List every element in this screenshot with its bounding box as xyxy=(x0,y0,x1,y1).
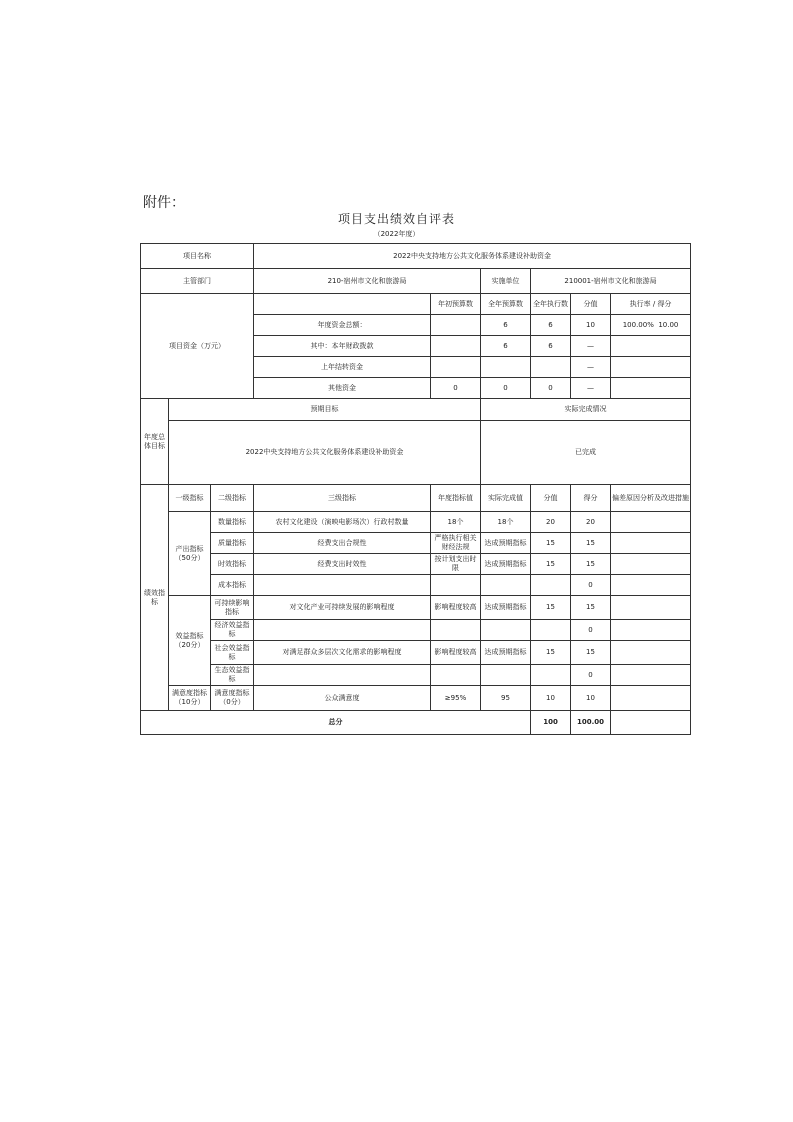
perf-header-score: 得分 xyxy=(571,485,611,512)
total-reason xyxy=(611,711,691,735)
perf-row-score: 0 xyxy=(571,575,611,596)
funds-label: 项目资金（万元） xyxy=(141,294,254,399)
total-label: 总分 xyxy=(141,711,531,735)
total-row xyxy=(141,711,691,735)
perf-row-max: 15 xyxy=(531,596,571,620)
perf-row-target xyxy=(431,620,481,641)
perf-row-actual: 18个 xyxy=(481,512,531,533)
funds-row-rate-score xyxy=(611,315,691,336)
perf-row-reason xyxy=(611,512,691,533)
perf-row-score: 15 xyxy=(571,596,611,620)
total-score: 100.00 xyxy=(571,711,611,735)
perf-row-reason xyxy=(611,554,691,575)
perf-row-score: 15 xyxy=(571,533,611,554)
funds-row-exec xyxy=(531,357,571,378)
perf-row-max xyxy=(531,575,571,596)
perf-row xyxy=(141,641,691,665)
perf-row-reason xyxy=(611,620,691,641)
perf-row-l3 xyxy=(254,620,431,641)
funds-row-exec: 0 xyxy=(531,378,571,399)
perf-row-reason xyxy=(611,596,691,620)
perf-row-l2: 满意度指标（0分） xyxy=(211,686,254,711)
project-name-value: 2022中央支持地方公共文化服务体系建设补助资金 xyxy=(254,244,691,269)
funds-row-score-max: — xyxy=(571,336,611,357)
perf-row-actual: 达成预期指标 xyxy=(481,596,531,620)
perf-header-l2: 二级指标 xyxy=(211,485,254,512)
perf-row-max: 15 xyxy=(531,554,571,575)
perf-row-target: 按计划支出时限 xyxy=(431,554,481,575)
project-name-row xyxy=(141,244,691,269)
funds-blank-header xyxy=(254,294,431,315)
perf-row-l3: 经费支出合规性 xyxy=(254,533,431,554)
page-title: 项目支出绩效自评表 xyxy=(337,212,455,226)
perf-row-actual xyxy=(481,575,531,596)
perf-row-l3 xyxy=(254,665,431,686)
perf-row-score: 0 xyxy=(571,620,611,641)
perf-row xyxy=(141,620,691,641)
funds-row-score: 10.00 xyxy=(658,320,679,329)
funds-row-score-max: 10 xyxy=(571,315,611,336)
perf-row-l2: 可持续影响指标 xyxy=(211,596,254,620)
perf-row-max: 10 xyxy=(531,686,571,711)
perf-row-max: 15 xyxy=(531,533,571,554)
perf-row-score: 20 xyxy=(571,512,611,533)
funds-row-annual: 6 xyxy=(481,336,531,357)
perf-row-l3: 对满足群众多层次文化需求的影响程度 xyxy=(254,641,431,665)
perf-row-max xyxy=(531,665,571,686)
perf-row-reason xyxy=(611,533,691,554)
funds-row-rate-score xyxy=(611,336,691,357)
perf-row-l2: 生态效益指标 xyxy=(211,665,254,686)
goal-label: 年度总体目标 xyxy=(141,399,169,485)
perf-row xyxy=(141,554,691,575)
funds-header-annual: 全年预算数 xyxy=(481,294,531,315)
dept-label: 主管部门 xyxy=(141,269,254,294)
department-row xyxy=(141,269,691,294)
perf-row-l3: 对文化产业可持续发展的影响程度 xyxy=(254,596,431,620)
perf-row-actual: 达成预期指标 xyxy=(481,533,531,554)
perf-row-max: 20 xyxy=(531,512,571,533)
perf-row xyxy=(141,575,691,596)
perf-row-score: 0 xyxy=(571,665,611,686)
perf-satisfaction-label: 满意度指标（10分） xyxy=(169,686,211,711)
perf-benefit-label: 效益指标（20分） xyxy=(169,596,211,686)
perf-row-reason xyxy=(611,575,691,596)
perf-row-target: 严格执行相关财经法规 xyxy=(431,533,481,554)
perf-header-l3: 三级指标 xyxy=(254,485,431,512)
goal-expected: 2022中央支持地方公共文化服务体系建设补助资金 xyxy=(169,421,481,485)
perf-header-reason: 偏差原因分析及改进措施 xyxy=(611,485,691,512)
year-subtitle: （2022年度） xyxy=(373,230,420,238)
dept-value: 210-宿州市文化和旅游局 xyxy=(254,269,481,294)
funds-header-init: 年初预算数 xyxy=(431,294,481,315)
funds-row-label: 其中：本年财政拨款 xyxy=(254,336,431,357)
perf-header-l1: 一级指标 xyxy=(169,485,211,512)
goal-actual-header: 实际完成情况 xyxy=(481,399,691,421)
perf-row xyxy=(141,533,691,554)
perf-header-target: 年度指标值 xyxy=(431,485,481,512)
project-name-label: 项目名称 xyxy=(141,244,254,269)
funds-header-rate-score: 执行率 / 得分 xyxy=(611,294,691,315)
goal-header-row xyxy=(141,399,691,421)
funds-row-rate: 100.00% xyxy=(622,320,654,329)
funds-header-score-max: 分值 xyxy=(571,294,611,315)
perf-output-label: 产出指标（50分） xyxy=(169,512,211,596)
perf-row-max xyxy=(531,620,571,641)
perf-row xyxy=(141,596,691,620)
perf-row-actual xyxy=(481,665,531,686)
goal-content-row xyxy=(141,421,691,485)
perf-header-actual: 实际完成值 xyxy=(481,485,531,512)
funds-row-rate-score xyxy=(611,378,691,399)
attachment-label: 附件： xyxy=(143,195,185,211)
perf-row xyxy=(141,686,691,711)
funds-row-score-max: — xyxy=(571,357,611,378)
perf-header-row xyxy=(141,485,691,512)
funds-row-annual: 0 xyxy=(481,378,531,399)
perf-row-score: 15 xyxy=(571,641,611,665)
perf-row-l2: 成本指标 xyxy=(211,575,254,596)
self-evaluation-table xyxy=(140,243,691,735)
perf-row-l2: 时效指标 xyxy=(211,554,254,575)
perf-row-l3: 公众满意度 xyxy=(254,686,431,711)
impl-unit-value: 210001-宿州市文化和旅游局 xyxy=(531,269,691,294)
perf-row-reason xyxy=(611,686,691,711)
funds-row-init xyxy=(431,357,481,378)
perf-row-l2: 质量指标 xyxy=(211,533,254,554)
perf-row-l3: 经费支出时效性 xyxy=(254,554,431,575)
funds-row-label: 年度资金总额： xyxy=(254,315,431,336)
perf-row-l2: 社会效益指标 xyxy=(211,641,254,665)
funds-row-init xyxy=(431,315,481,336)
perf-row-l2: 数量指标 xyxy=(211,512,254,533)
impl-unit-label: 实施单位 xyxy=(481,269,531,294)
funds-row-rate-score xyxy=(611,357,691,378)
perf-row-actual: 达成预期指标 xyxy=(481,641,531,665)
funds-header-row xyxy=(141,294,691,315)
funds-row-label: 其他资金 xyxy=(254,378,431,399)
perf-row-actual: 95 xyxy=(481,686,531,711)
perf-row-target: 18个 xyxy=(431,512,481,533)
perf-row xyxy=(141,665,691,686)
perf-label: 绩效指标 xyxy=(141,485,169,711)
perf-row-target: ≥95% xyxy=(431,686,481,711)
perf-row-actual: 达成预期指标 xyxy=(481,554,531,575)
goal-expected-header: 预期目标 xyxy=(169,399,481,421)
perf-row-target: 影响程度较高 xyxy=(431,641,481,665)
perf-row-l2: 经济效益指标 xyxy=(211,620,254,641)
perf-row-target: 影响程度较高 xyxy=(431,596,481,620)
funds-row-annual: 6 xyxy=(481,315,531,336)
funds-row-init xyxy=(431,336,481,357)
funds-row-score-max: — xyxy=(571,378,611,399)
funds-header-exec: 全年执行数 xyxy=(531,294,571,315)
perf-row-target xyxy=(431,665,481,686)
perf-row-max: 15 xyxy=(531,641,571,665)
total-max: 100 xyxy=(531,711,571,735)
funds-row-annual xyxy=(481,357,531,378)
perf-row-l3: 农村文化建设（演映电影场次）行政村数量 xyxy=(254,512,431,533)
perf-row-actual xyxy=(481,620,531,641)
goal-actual: 已完成 xyxy=(481,421,691,485)
funds-header-rate: 执行率 xyxy=(629,299,651,308)
perf-row-reason xyxy=(611,641,691,665)
perf-row-reason xyxy=(611,665,691,686)
perf-row-score: 10 xyxy=(571,686,611,711)
perf-row-score: 15 xyxy=(571,554,611,575)
funds-row-exec: 6 xyxy=(531,336,571,357)
perf-row-l3 xyxy=(254,575,431,596)
funds-header-score: 得分 xyxy=(657,299,672,308)
perf-row-target xyxy=(431,575,481,596)
funds-row-label: 上年结转资金 xyxy=(254,357,431,378)
funds-row-exec: 6 xyxy=(531,315,571,336)
funds-row-init: 0 xyxy=(431,378,481,399)
perf-row xyxy=(141,512,691,533)
perf-header-max: 分值 xyxy=(531,485,571,512)
